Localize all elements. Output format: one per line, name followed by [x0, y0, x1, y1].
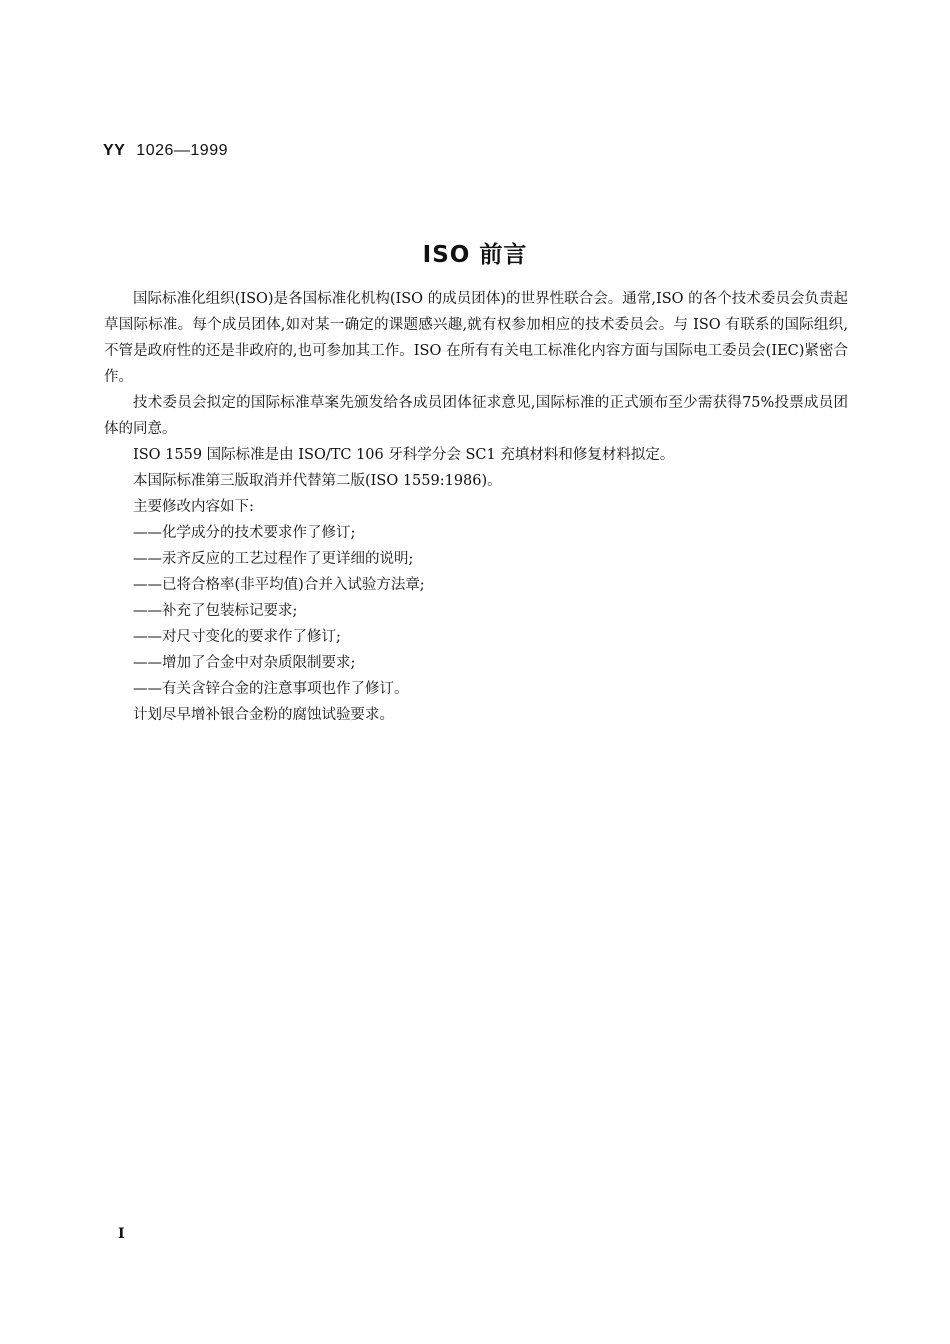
- standard-code: [103, 142, 228, 160]
- document-body: [104, 286, 848, 728]
- change-item: ——对尺寸变化的要求作了修订;: [133, 629, 341, 645]
- changes-intro: 主要修改内容如下:: [133, 499, 254, 515]
- change-item: ——有关含锌合金的注意事项也作了修订。: [133, 681, 409, 697]
- paragraph-edition-note: 本国际标准第三版取消并代替第二版(ISO 1559:1986)。: [133, 473, 502, 489]
- change-item: ——补充了包装标记要求;: [133, 603, 298, 619]
- paragraph-draft-approval: 技术委员会拟定的国际标准草案先颁发给各成员团体征求意见,国际标准的正式颁布至少需获得75%投票成员团体的同意。: [104, 395, 848, 437]
- change-item: ——增加了合金中对杂质限制要求;: [133, 655, 356, 671]
- paragraph-iso-1559-origin: ISO 1559 国际标准是由 ISO/TC 106 牙科学分会 SC1 充填材料和修复材料拟定。: [133, 447, 675, 463]
- standard-code-number: 1026—1999: [136, 142, 228, 159]
- paragraph-iso-organization: 国际标准化组织(ISO)是各国标准化机构(ISO 的成员团体)的世界性联合会。通常,ISO 的各个技术委员会负责起草国际标准。每个成员团体,如对某一确定的课题感兴趣,就有权参加相应的技术委员会。与 ISO 有联系的国际组织,不管是政府性的还是非政府的,也可参加其工作。ISO 在所有有关电工标准化内容方面与国际电工委员会(IEC)紧密合作。: [104, 291, 848, 385]
- change-item: ——汞齐反应的工艺过程作了更详细的说明;: [133, 551, 414, 567]
- closing-note: 计划尽早增补银合金粉的腐蚀试验要求。: [133, 707, 394, 723]
- page-number: I: [118, 1226, 125, 1242]
- change-item: ——化学成分的技术要求作了修订;: [133, 525, 356, 541]
- page-title: ISO 前言: [422, 242, 528, 268]
- standard-code-prefix: YY: [103, 142, 126, 159]
- change-item: ——已将合格率(非平均值)合并入试验方法章;: [133, 577, 425, 593]
